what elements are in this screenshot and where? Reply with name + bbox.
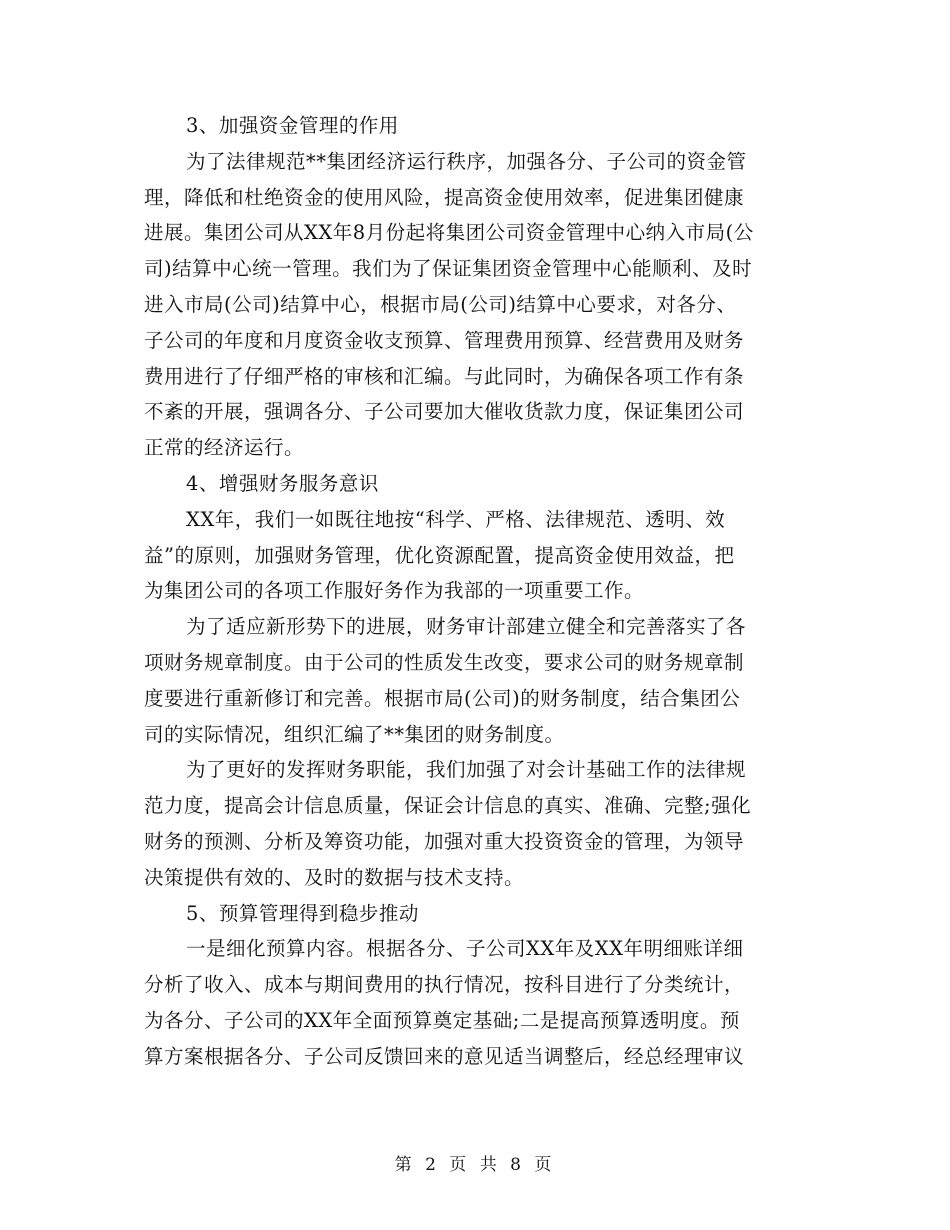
paragraph-line: 正常的经济运行。	[144, 436, 305, 460]
section-heading: 3、加强资金管理的作用	[186, 114, 399, 137]
paragraph-line: 为了法律规范**集团经济运行秩序，加强各分、子公司的资金管	[186, 149, 747, 173]
paragraph-line: 决策提供有效的、及时的数据与技术支持。	[144, 865, 525, 889]
paragraph-line: XX年，我们一如既往地按“科学、严格、法律规范、透明、效	[186, 507, 726, 531]
paragraph-line: 司的实际情况，组织汇编了**集团的财务制度。	[144, 722, 565, 746]
paragraph-line: 为了更好的发挥财务职能，我们加强了对会计基础工作的法律规	[186, 758, 747, 782]
paragraph-line: 一是细化预算内容。根据各分、子公司XX年及XX年明细账详细	[186, 937, 744, 961]
paragraph-line: 益”的原则，加强财务管理，优化资源配置，提高资金使用效益，把	[144, 543, 735, 567]
paragraph-line: 司)结算中心统一管理。我们为了保证集团资金管理中心能顺利、及时	[144, 257, 753, 281]
paragraph-line: 项财务规章制度。由于公司的性质发生改变，要求公司的财务规章制	[144, 650, 745, 674]
paragraph-line: 范力度，提高会计信息质量，保证会计信息的真实、准确、完整;强化	[144, 794, 752, 818]
section-heading: 4、增强财务服务意识	[186, 471, 379, 495]
paragraph-line: 度要进行重新修订和完善。根据市局(公司)的财务制度，结合集团公	[144, 686, 741, 710]
section-heading: 5、预算管理得到稳步推动	[186, 901, 419, 925]
page-number-footer: 第 2 页 共 8 页	[394, 1155, 556, 1175]
paragraph-line: 为各分、子公司的XX年全面预算奠定基础;二是提高预算透明度。预	[144, 1008, 740, 1032]
paragraph-line: 为了适应新形势下的进展，财务审计部建立健全和完善落实了各	[186, 615, 747, 639]
paragraph-line: 分析了收入、成本与期间费用的执行情况，按科目进行了分类统计，	[144, 973, 745, 997]
paragraph-line: 财务的预测、分析及筹资功能，加强对重大投资资金的管理，为领导	[144, 829, 745, 853]
document-body	[144, 108, 812, 1075]
paragraph-line: 进入市局(公司)结算中心，根据市局(公司)结算中心要求，对各分、	[144, 292, 737, 316]
paragraph-line: 算方案根据各分、子公司反馈回来的意见适当调整后，经总经理审议	[144, 1044, 745, 1068]
paragraph-line: 为集团公司的各项工作服好务作为我部的一项重要工作。	[144, 579, 645, 603]
paragraph-line: 子公司的年度和月度资金收支预算、管理费用预算、经营费用及财务	[144, 328, 745, 352]
paragraph-line: 进展。集团公司从XX年8月份起将集团公司资金管理中心纳入市局(公	[144, 221, 754, 245]
paragraph-line: 费用进行了仔细严格的审核和汇编。与此同时，为确保各项工作有条	[144, 364, 745, 388]
paragraph-line: 不紊的开展，强调各分、子公司要加大催收货款力度，保证集团公司	[144, 400, 745, 424]
paragraph-line: 理，降低和杜绝资金的使用风险，提高资金使用效率，促进集团健康	[144, 185, 745, 209]
